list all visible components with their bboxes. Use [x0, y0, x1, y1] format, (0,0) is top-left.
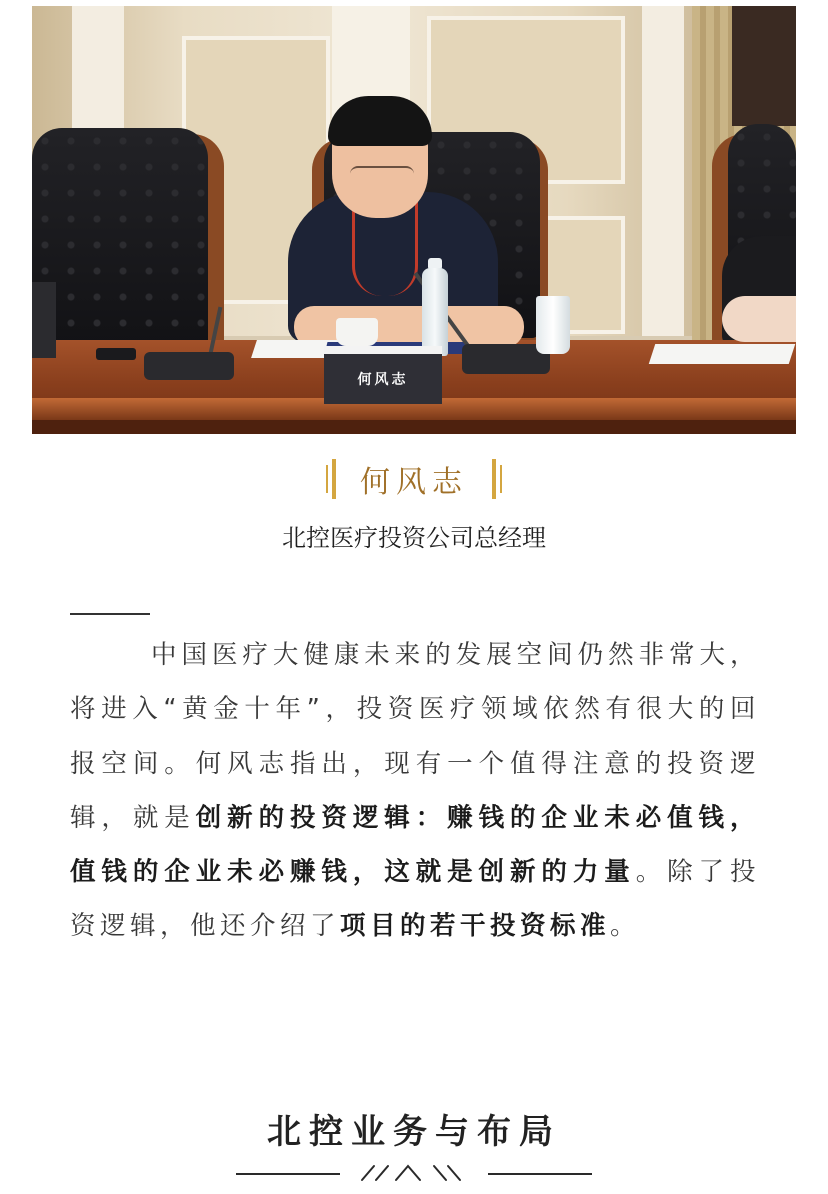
- person-name: 何风志: [360, 465, 468, 500]
- article-text: 。: [610, 911, 641, 942]
- phone: [96, 348, 136, 360]
- side-attendee-arm: [722, 296, 796, 342]
- gold-bar: [500, 465, 502, 493]
- article-paragraph: [70, 628, 760, 954]
- article-text: 。除了投资逻辑，他还介绍了: [70, 857, 760, 942]
- meeting-photo: [32, 6, 796, 434]
- gold-bar: [326, 465, 328, 493]
- speaker-hair: [328, 96, 432, 146]
- heading-ornament: [236, 1160, 592, 1184]
- photo-dark-corner: [732, 6, 796, 126]
- section-heading: 北控业务与布局: [267, 1112, 561, 1152]
- papers: [649, 344, 795, 364]
- person-title: 北控医疗投资公司总经理: [282, 524, 546, 552]
- table-base: [32, 420, 796, 434]
- article-text-bold: 创新的投资逻辑：赚钱的企业未必值钱，值钱的企业未必赚钱，这就是创新的力量: [70, 802, 760, 888]
- name-heading: [0, 456, 828, 502]
- article-text-bold: 项目的若干投资标准: [340, 911, 611, 942]
- water-bottle: [422, 268, 448, 356]
- gold-bar: [492, 459, 496, 499]
- leather-chair: [32, 128, 208, 360]
- article-text: 中国医疗大健康未来的发展空间仍然非常大，将进入“黄金十年”，投资医疗领域依然有很大的回报空间。何风志指出，现有一个值得注意的投资逻辑，就是: [70, 640, 760, 833]
- nameplate: 何风志: [324, 346, 442, 404]
- photo-pillar: [642, 6, 684, 336]
- left-bar-ornament: [326, 459, 336, 499]
- mug: [336, 318, 378, 346]
- gold-bar: [332, 459, 336, 499]
- glass-cup: [536, 296, 570, 354]
- microphone-base: [144, 352, 234, 380]
- glasses: [350, 166, 414, 182]
- laptop: [32, 282, 56, 358]
- divider-line: [70, 613, 150, 615]
- right-bar-ornament: [492, 459, 502, 499]
